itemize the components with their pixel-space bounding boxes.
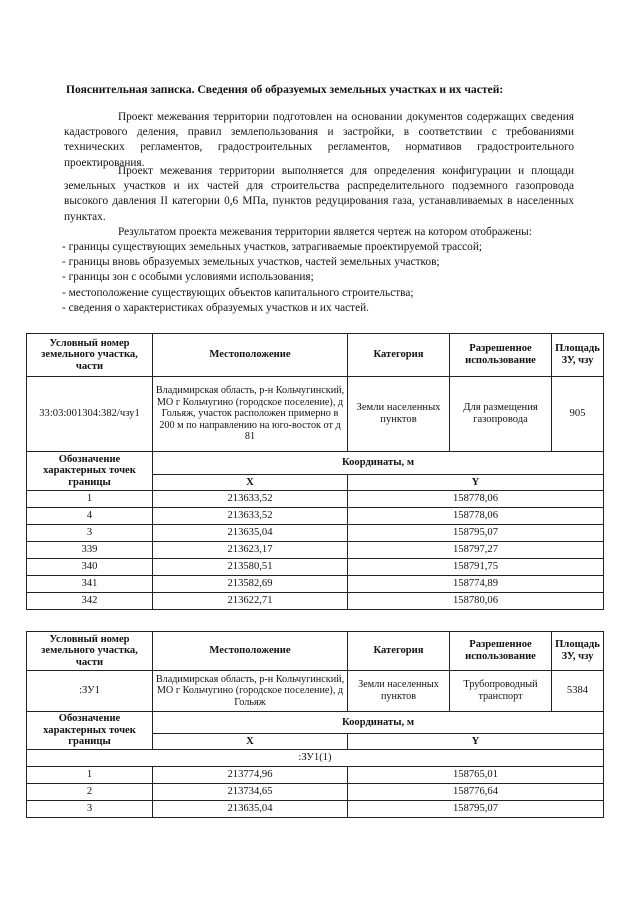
parcel-location: Владимирская область, р-н Кольчугинский, МО г Кольчугино (городское поселение), д Гольяж, участок расположен примерно в 200 м по направлению на юго-восток от д 81 (153, 377, 348, 452)
parcel-location: Владимирская область, р-н Кольчугинский, МО г Кольчугино (городское поселение), д Гольяж (153, 671, 348, 712)
sub-parcel-label: :ЗУ1(1) (27, 750, 604, 767)
point-x: 213635,04 (153, 801, 348, 818)
point-id: 1 (27, 767, 153, 784)
point-x: 213633,52 (153, 508, 348, 525)
header-point-designation: Обозначение характерных точек границы (27, 452, 153, 491)
header-point-designation: Обозначение характерных точек границы (27, 712, 153, 750)
header-permitted-use: Разрешенное использование (450, 632, 552, 671)
parcel-permitted-use: Трубопроводный транспорт (450, 671, 552, 712)
bullet-item: - границы зон с особыми условиями использования; (62, 271, 314, 284)
point-y: 158795,07 (348, 801, 604, 818)
coordinates-header-row (27, 712, 604, 734)
point-y: 158765,01 (348, 767, 604, 784)
point-id: 341 (27, 576, 153, 593)
point-y: 158776,64 (348, 784, 604, 801)
point-x: 213633,52 (153, 491, 348, 508)
point-y: 158780,06 (348, 593, 604, 610)
header-y: Y (348, 734, 604, 750)
point-x: 213580,51 (153, 559, 348, 576)
table-row (27, 801, 604, 818)
table-row (27, 784, 604, 801)
point-y: 158791,75 (348, 559, 604, 576)
point-x: 213582,69 (153, 576, 348, 593)
point-id: 2 (27, 784, 153, 801)
paragraph-3-text: Результатом проекта межевания территории является чертеж на котором отображены: (118, 226, 532, 238)
header-x: X (153, 734, 348, 750)
sub-parcel-row (27, 750, 604, 767)
point-id: 3 (27, 801, 153, 818)
parcel-table-1 (26, 333, 604, 610)
parcel-area: 5384 (552, 671, 604, 712)
table-header-row (27, 334, 604, 377)
parcel-category: Земли населенных пунктов (348, 377, 450, 452)
header-location: Местоположение (153, 334, 348, 377)
header-coordinates: Координаты, м (153, 712, 604, 734)
parcel-number: 33:03:001304:382/чзу1 (27, 377, 153, 452)
point-y: 158795,07 (348, 525, 604, 542)
point-id: 339 (27, 542, 153, 559)
point-id: 3 (27, 525, 153, 542)
parcel-area: 905 (552, 377, 604, 452)
table-header-row (27, 632, 604, 671)
bullet-item: - границы вновь образуемых земельных участков, частей земельных участков; (62, 256, 440, 269)
point-y: 158797,27 (348, 542, 604, 559)
point-id: 4 (27, 508, 153, 525)
point-x: 213734,65 (153, 784, 348, 801)
bullet-item: - границы существующих земельных участков, затрагиваемые проектируемой трассой; (62, 241, 483, 253)
header-area: Площадь ЗУ, чзу (552, 632, 604, 671)
point-id: 342 (27, 593, 153, 610)
header-y: Y (348, 475, 604, 491)
point-y: 158778,06 (348, 508, 604, 525)
paragraph-1-text: Проект межевания территории подготовлен на основании документов содержащих сведения кадастрового деления, правил землепользования и застройки, в соответствии с требованиями технических регламентов, градостроительных регламентов, нормативов градостроительного проектирования. (64, 111, 574, 169)
header-parcel-number: Условный номер земельного участка, части (27, 632, 153, 671)
parcel-number: :ЗУ1 (27, 671, 153, 712)
table-row (27, 593, 604, 610)
parcel-permitted-use: Для размещения газопровода (450, 377, 552, 452)
header-permitted-use: Разрешенное использование (450, 334, 552, 377)
bullet-item: - местоположение существующих объектов капитального строительства; (62, 286, 414, 299)
table-row (27, 525, 604, 542)
parcel-info-row (27, 377, 604, 452)
parcel-table-2 (26, 631, 604, 818)
bullet-list (62, 240, 622, 316)
point-id: 340 (27, 559, 153, 576)
table-row (27, 542, 604, 559)
header-x: X (153, 475, 348, 491)
header-parcel-number: Условный номер земельного участка, части (27, 334, 153, 377)
paragraph-2 (64, 164, 574, 225)
point-x: 213774,96 (153, 767, 348, 784)
parcel-info-row (27, 671, 604, 712)
header-coordinates: Координаты, м (153, 452, 604, 475)
bullet-item: - сведения о характеристиках образуемых участков и их частей. (62, 301, 369, 314)
paragraph-3 (64, 225, 574, 240)
header-area: Площадь ЗУ, чзу (552, 334, 604, 377)
table-row (27, 491, 604, 508)
coordinates-header-row (27, 452, 604, 475)
parcel-category: Земли населенных пунктов (348, 671, 450, 712)
header-location: Местоположение (153, 632, 348, 671)
paragraph-1 (64, 110, 574, 171)
table-row (27, 559, 604, 576)
header-category: Категория (348, 632, 450, 671)
paragraph-2-text: Проект межевания территории выполняется для определения конфигурации и площади земельных участков и их частей для строительства распределительного подземного газопровода высокого давления II категории 0,6 МПа, пунктов редуцирования газа, устанавливаемых в населенных пунктах. (64, 165, 574, 223)
table-row (27, 508, 604, 525)
point-y: 158778,06 (348, 491, 604, 508)
point-x: 213622,71 (153, 593, 348, 610)
table-row (27, 576, 604, 593)
point-y: 158774,89 (348, 576, 604, 593)
table-row (27, 767, 604, 784)
document-heading: Пояснительная записка. Сведения об образуемых земельных участках и их частей: (66, 83, 504, 96)
header-category: Категория (348, 334, 450, 377)
point-x: 213623,17 (153, 542, 348, 559)
point-x: 213635,04 (153, 525, 348, 542)
point-id: 1 (27, 491, 153, 508)
